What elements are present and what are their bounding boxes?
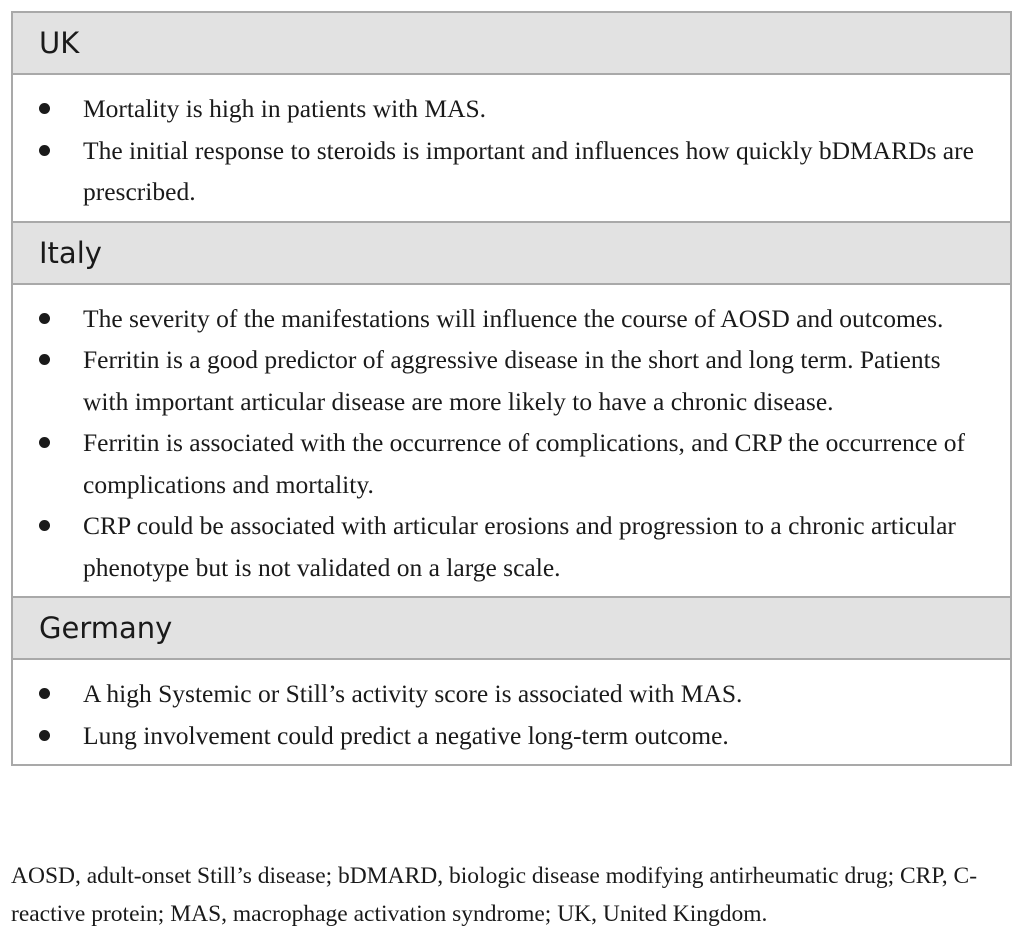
list-item	[13, 715, 1010, 757]
list-item-text: Mortality is high in patients with MAS.	[83, 94, 487, 123]
section-body-uk	[13, 75, 1010, 223]
list-item-text: CRP could be associated with articular erosions and progression to a chronic articular phenotype but is not validated on a large scale.	[83, 511, 956, 582]
list-item-text: The initial response to steroids is important and influences how quickly bDMARDs are prescribed.	[83, 135, 974, 206]
list-item-text: A high Systemic or Still’s activity score is associated with MAS.	[83, 679, 743, 708]
bullet-icon	[39, 145, 50, 156]
bullet-icon	[39, 730, 50, 741]
bullet-icon	[39, 520, 50, 531]
bullet-icon	[39, 103, 50, 114]
list-item-text: Ferritin is a good predictor of aggressive disease in the short and long term. Patients with important articular disease are more likely to have a chronic disease.	[83, 345, 941, 416]
section-title: Italy	[39, 235, 102, 270]
section-title: UK	[39, 26, 80, 60]
list-item-text: The severity of the manifestations will influence the course of AOSD and outcomes.	[83, 303, 944, 333]
section-title: Germany	[39, 611, 173, 645]
list-item	[13, 673, 1010, 715]
section-header-uk	[13, 13, 1010, 75]
bullet-icon	[39, 688, 50, 699]
list-item-text: Lung involvement could predict a negative long-term outcome.	[83, 720, 729, 750]
list-item	[13, 339, 1010, 422]
bullet-list	[13, 88, 1010, 213]
bullet-icon	[39, 313, 50, 324]
list-item-text: Ferritin is associated with the occurrence of complications, and CRP the occurrence of complications and mortality.	[83, 428, 966, 499]
bullet-list	[13, 673, 1010, 756]
list-item	[13, 422, 1010, 505]
bullet-icon	[39, 437, 50, 448]
summary-table	[11, 11, 1012, 766]
bullet-icon	[39, 354, 50, 365]
section-header-germany	[13, 598, 1010, 660]
section-header-italy	[13, 223, 1010, 285]
list-item	[13, 298, 1010, 340]
list-item	[13, 505, 1010, 588]
bullet-list	[13, 298, 1010, 589]
section-body-italy	[13, 285, 1010, 599]
section-body-germany	[13, 660, 1010, 764]
list-item	[13, 88, 1010, 130]
list-item	[13, 130, 1010, 213]
table-footnote: AOSD, adult-onset Still’s disease; bDMARD, biologic disease modifying antirheumatic drug; CRP, C-reactive protein; MAS, macrophage activation syndrome; UK, United Kingdom.	[11, 863, 978, 927]
